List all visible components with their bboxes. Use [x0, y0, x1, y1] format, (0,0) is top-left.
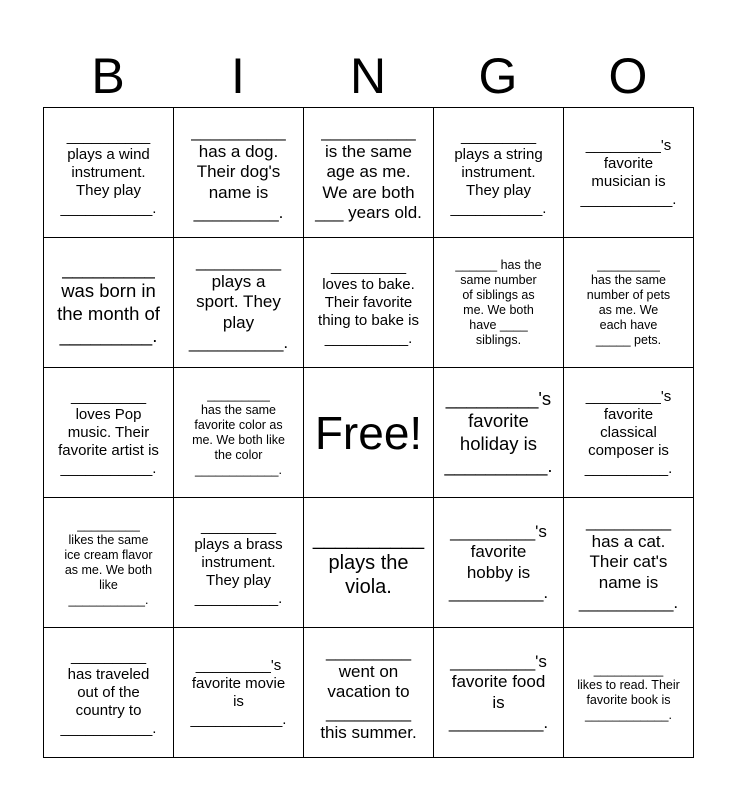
bingo-cell[interactable]: [434, 368, 564, 498]
cell-text: ______ has the same number of siblings as me. We both have ____ siblings.: [455, 257, 542, 347]
bingo-cell[interactable]: [44, 108, 174, 238]
bingo-cell[interactable]: [434, 628, 564, 758]
cell-text: _________'s favorite classical composer is __________.: [584, 387, 673, 477]
bingo-cell[interactable]: [304, 108, 434, 238]
bingo-cell[interactable]: [44, 238, 174, 368]
bingo-cell[interactable]: [44, 628, 174, 758]
bingo-header: [43, 44, 693, 108]
bingo-cell[interactable]: [174, 238, 304, 368]
bingo-cell[interactable]: [434, 498, 564, 628]
bingo-cell[interactable]: [434, 108, 564, 238]
cell-text: __________ is the same age as me. We are both ___ years old.: [315, 121, 422, 223]
header-letter-n: N: [349, 48, 387, 104]
cell-text: _________ has a cat. Their cat's name is __________.: [578, 511, 679, 613]
bingo-cell[interactable]: [174, 628, 304, 758]
cell-text: _________ plays a brass instrument. They play __________.: [194, 517, 283, 607]
bingo-cell[interactable]: [564, 498, 694, 628]
header-letter-b: B: [91, 48, 125, 104]
bingo-cell[interactable]: [44, 498, 174, 628]
bingo-cell[interactable]: [434, 238, 564, 368]
cell-text: _________ plays a string instrument. They play ___________.: [450, 127, 547, 217]
free-space[interactable]: [304, 368, 434, 498]
header-letter-o: O: [608, 48, 648, 104]
bingo-board: [43, 107, 694, 758]
cell-text: _________ loves to bake. Their favorite thing to bake is __________.: [318, 257, 419, 347]
bingo-cell[interactable]: [304, 238, 434, 368]
cell-text: __________ has a dog. Their dog's name is _________.: [191, 121, 286, 223]
cell-text: _________ has the same number of pets as me. We each have _____ pets.: [586, 257, 671, 347]
cell-text: _________ has the same favorite color as me. We both like the color ____________.: [192, 387, 285, 477]
cell-text: _________ went on vacation to _________ this summer.: [320, 641, 417, 743]
bingo-cell[interactable]: [564, 368, 694, 498]
cell-text: _________ has traveled out of the country to ___________.: [60, 647, 157, 737]
bingo-cell[interactable]: [564, 108, 694, 238]
cell-text: _________'s favorite food is __________.: [448, 651, 549, 732]
bingo-cell[interactable]: [174, 108, 304, 238]
cell-text: _________ likes the same ice cream flavor as me. We both like ___________.: [64, 517, 153, 607]
header-letter-i: I: [231, 48, 245, 104]
cell-text: _________'s favorite movie is ___________.: [190, 656, 287, 728]
bingo-cell[interactable]: [44, 368, 174, 498]
header-letter-g: G: [478, 48, 518, 104]
bingo-cell[interactable]: [564, 628, 694, 758]
cell-text: _________'s favorite holiday is __________.: [444, 388, 553, 476]
bingo-cell[interactable]: [304, 628, 434, 758]
cell-text: _________'s favorite hobby is __________.: [448, 521, 549, 602]
cell-text: _________ loves Pop music. Their favorite artist is ___________.: [58, 387, 159, 477]
bingo-cell[interactable]: [174, 368, 304, 498]
cell-text: _________ was born in the month of _________.: [57, 258, 160, 346]
bingo-cell[interactable]: [174, 498, 304, 628]
cell-text: __________ plays the viola.: [312, 527, 425, 598]
cell-text: _________'s favorite musician is ___________.: [580, 136, 677, 208]
free-space-label: Free!: [314, 406, 423, 459]
bingo-cell[interactable]: [304, 498, 434, 628]
cell-text: __________ plays a wind instrument. They play ___________.: [60, 127, 157, 217]
cell-text: __________ likes to read. Their favorite book is ____________.: [577, 662, 680, 722]
bingo-cell[interactable]: [564, 238, 694, 368]
cell-text: _________ plays a sport. They play __________.: [188, 251, 289, 353]
